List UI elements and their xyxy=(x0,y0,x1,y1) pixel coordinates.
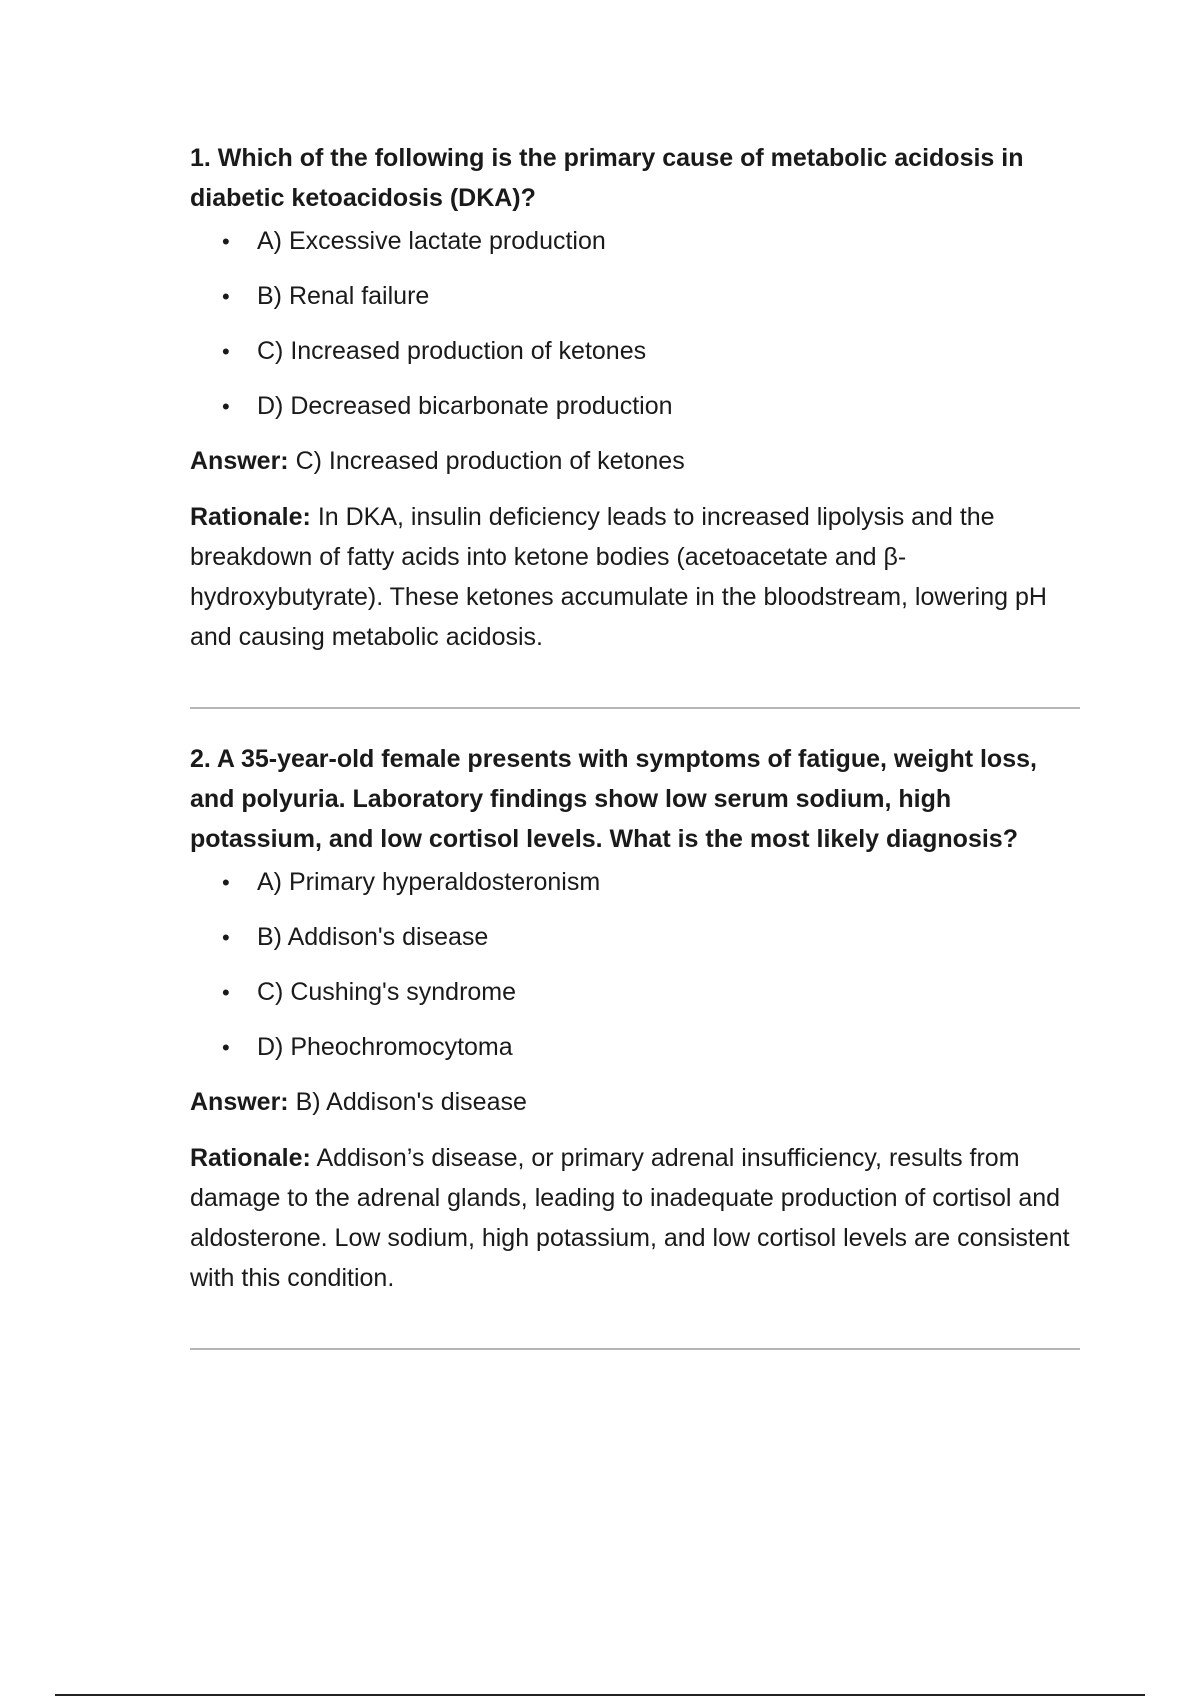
page-content xyxy=(190,138,1080,1350)
rationale-paragraph xyxy=(190,497,1080,657)
page-footer-rule xyxy=(55,1694,1145,1696)
bullet-icon: • xyxy=(222,229,230,254)
option-item xyxy=(222,389,1080,424)
question-text: 2. A 35-year-old female presents with symptoms of fatigue, weight loss, and polyuria. Laboratory findings show low serum sodium, high potassium, and low cortisol levels. What is the most likely diagnosis? xyxy=(190,745,1037,853)
question-text: 1. Which of the following is the primary cause of metabolic acidosis in diabetic ketoacidosis (DKA)? xyxy=(190,144,1024,212)
option-item xyxy=(222,334,1080,369)
rationale-label: Rationale: xyxy=(190,503,311,531)
bullet-icon: • xyxy=(222,339,230,364)
answer-label: Answer: xyxy=(190,447,289,475)
rationale-text: Addison’s disease, or primary adrenal insufficiency, results from damage to the adrenal glands, leading to inadequate production of cortisol and aldosterone. Low sodium, high potassium, and low cortisol levels are consistent with this condition. xyxy=(190,1144,1070,1292)
rationale-text: In DKA, insulin deficiency leads to increased lipolysis and the breakdown of fatty acids into ketone bodies (acetoacetate and β-hydroxybutyrate). These ketones accumulate in the bloodstream, lowering pH and causing metabolic acidosis. xyxy=(190,503,1047,651)
rationale-label: Rationale: xyxy=(190,1144,311,1172)
option-text: D) Pheochromocytoma xyxy=(257,1033,513,1061)
option-text: A) Primary hyperaldosteronism xyxy=(257,868,601,896)
bullet-icon: • xyxy=(222,870,230,895)
option-item xyxy=(222,865,1080,900)
option-item xyxy=(222,1030,1080,1065)
option-text: B) Addison's disease xyxy=(257,923,489,951)
options-list xyxy=(190,224,1080,424)
bullet-icon: • xyxy=(222,394,230,419)
section-divider xyxy=(190,707,1080,709)
option-text: A) Excessive lactate production xyxy=(257,227,606,255)
option-item xyxy=(222,920,1080,955)
bullet-icon: • xyxy=(222,284,230,309)
section-divider xyxy=(190,1348,1080,1350)
option-item xyxy=(222,279,1080,314)
option-item xyxy=(222,975,1080,1010)
answer-label: Answer: xyxy=(190,1088,289,1116)
answer-text: B) Addison's disease xyxy=(295,1088,527,1116)
bullet-icon: • xyxy=(222,1035,230,1060)
option-text: B) Renal failure xyxy=(257,282,430,310)
answer-line xyxy=(190,1085,1080,1120)
option-text: C) Cushing's syndrome xyxy=(257,978,517,1006)
options-list xyxy=(190,865,1080,1065)
bullet-icon: • xyxy=(222,925,230,950)
option-item xyxy=(222,224,1080,259)
answer-text: C) Increased production of ketones xyxy=(295,447,685,475)
rationale-paragraph xyxy=(190,1138,1080,1298)
question-block-2 xyxy=(190,739,1080,1298)
bullet-icon: • xyxy=(222,980,230,1005)
option-text: D) Decreased bicarbonate production xyxy=(257,392,673,420)
question-block-1 xyxy=(190,138,1080,657)
option-text: C) Increased production of ketones xyxy=(257,337,647,365)
answer-line xyxy=(190,444,1080,479)
